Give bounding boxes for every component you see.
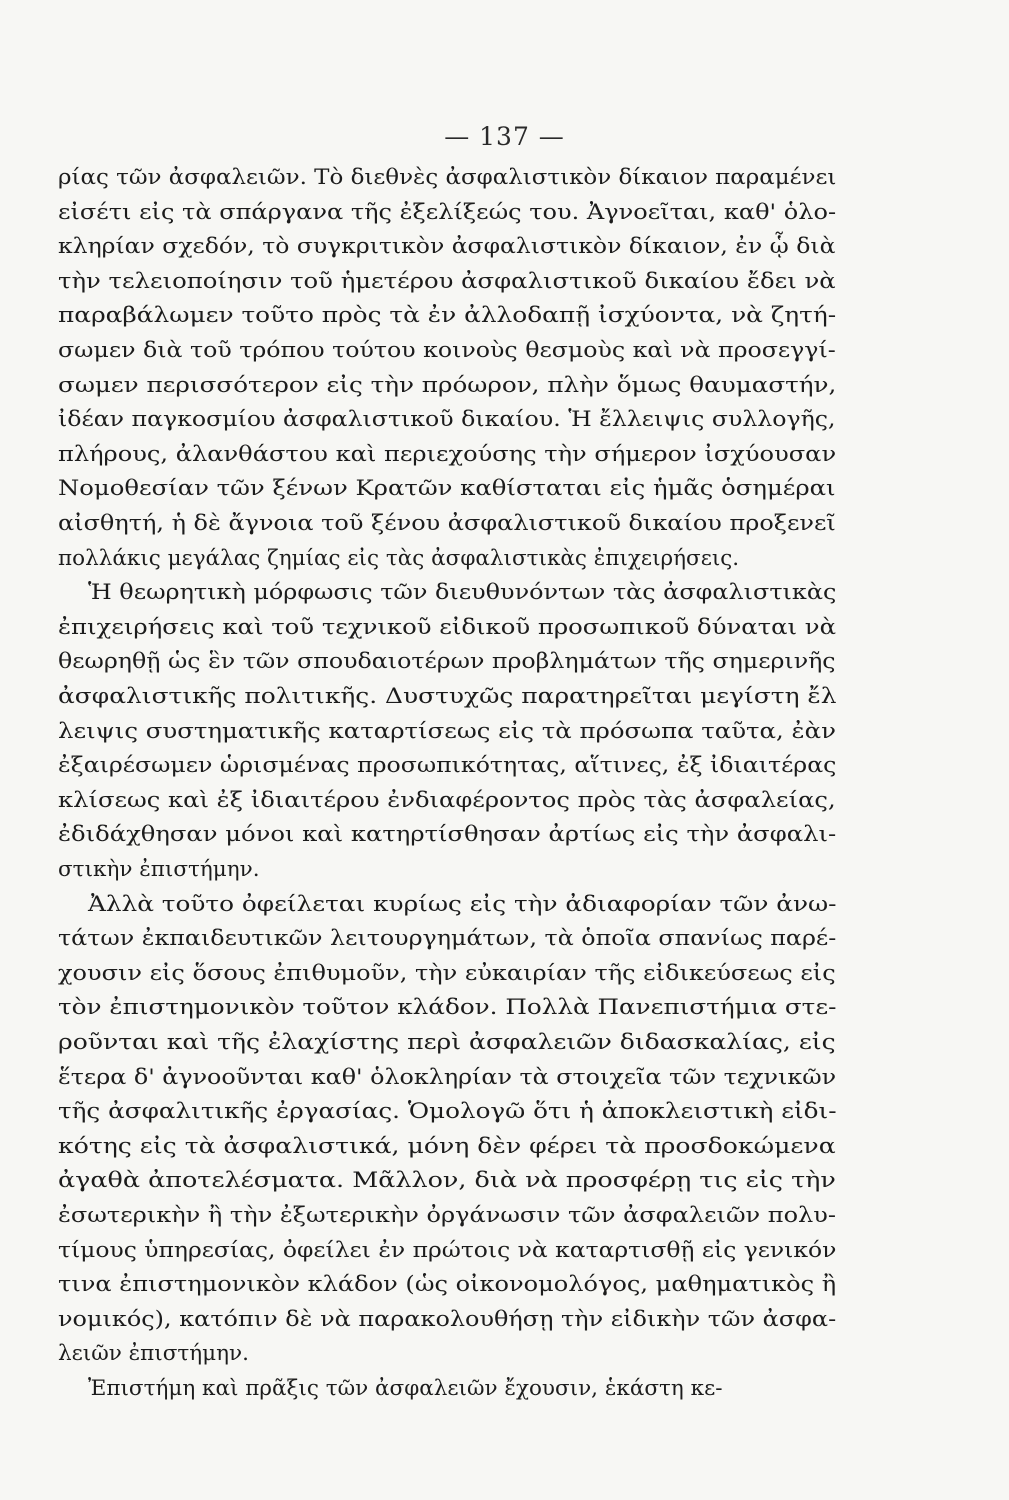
text-line: ἐσωτερικὴν ἢ τὴν ἐξωτερικὴν ὀργάνωσιν τῶν ἀσφαλειῶν πολυ-	[58, 1203, 837, 1228]
text-line: νομικός), κατόπιν δὲ νὰ παρακολουθήσῃ τὴν εἰδικὴν τῶν ἀσφα-	[58, 1306, 837, 1332]
text-line: τάτων ἐκπαιδευτικῶν λειτουργημάτων, τὰ ὁποῖα σπανίως παρέ-	[58, 926, 837, 952]
text-line: ἐπιχειρήσεις καὶ τοῦ τεχνικοῦ εἰδικοῦ προσωπικοῦ δύναται νὰ	[58, 614, 837, 640]
text-line: κότης εἰς τὰ ἀσφαλιστικά, μόνη δὲν φέρει τὰ προσδοκώμενα	[58, 1133, 836, 1159]
text-line: τίμους ὑπηρεσίας, ὀφείλει ἐν πρώτοις νὰ καταρτισθῇ εἰς γενικόν	[58, 1237, 837, 1263]
text-line: σωμεν διὰ τοῦ τρόπου τούτου κοινοὺς θεσμοὺς καὶ νὰ προσεγγί-	[58, 338, 836, 363]
text-line: ροῦνται καὶ τῆς ἐλαχίστης περὶ ἀσφαλειῶν διδασκαλίας, εἰς	[58, 1030, 836, 1055]
text-line: ἐδιδάχθησαν μόνοι καὶ κατηρτίσθησαν ἀρτίως εἰς τὴν ἀσφαλι-	[58, 822, 837, 848]
text-line: παραβάλωμεν τοῦτο πρὸς τὰ ἐν ἀλλοδαπῇ ἰσχύοντα, νὰ ζητή-	[58, 303, 837, 329]
text-line: χουσιν εἰς ὅσους ἐπιθυμοῦν, τὴν εὐκαιρίαν τῆς εἰδικεύσεως εἰς	[58, 960, 836, 986]
text-line: ἀσφαλιστικῆς πολιτικῆς. Δυστυχῶς παρατηρεῖται μεγίστη ἔλ	[58, 684, 837, 709]
text-line: λειψις συστηματικῆς καταρτίσεως εἰς τὰ πρόσωπα ταῦτα, ἐὰν	[58, 718, 836, 744]
text-line: τὴν τελειοποίησιν τοῦ ἡμετέρου ἀσφαλιστικοῦ δικαίου ἔδει νὰ	[58, 268, 836, 294]
text-line: ἐξαιρέσωμεν ὡρισμένας προσωπικότητας, αἵτινες, ἐξ ἰδιαιτέρας	[58, 753, 837, 779]
text-line: τῆς ἀσφαλιτικῆς ἐργασίας. Ὁμολογῶ ὅτι ἡ ἀποκλειστικὴ εἰδι-	[58, 1099, 837, 1125]
text-line: ἰδέαν παγκοσμίου ἀσφαλιστικοῦ δικαίου. Ἡ ἔλλειψις συλλογῆς,	[58, 407, 836, 433]
text-line: Νομοθεσίαν τῶν ξένων Κρατῶν καθίσταται εἰς ἡμᾶς ὁσημέραι	[58, 476, 836, 502]
text-line: τινα ἐπιστημονικὸν κλάδον (ὡς οἰκονομολόγος, μαθηματικὸς ἢ	[58, 1272, 837, 1298]
text-line: αἰσθητή, ἡ δὲ ἄγνοια τοῦ ξένου ἀσφαλιστικοῦ δικαίου προξενεῖ	[58, 511, 836, 536]
text-line: Ἐπιστήμη καὶ πρᾶξις τῶν ἀσφαλειῶν ἔχουσιν, ἑκάστη κε-	[88, 1376, 723, 1401]
text-line: Ἀλλὰ τοῦτο ὀφείλεται κυρίως εἰς τὴν ἀδιαφορίαν τῶν ἀνω-	[88, 891, 837, 917]
text-line: ἀγαθὰ ἀποτελέσματα. Μᾶλλον, διὰ νὰ προσφέρῃ τις εἰς τὴν	[58, 1168, 836, 1194]
text-line: λειῶν ἐπιστήμην.	[58, 1341, 249, 1367]
text-line: τὸν ἐπιστημονικὸν τοῦτον κλάδον. Πολλὰ Πανεπιστήμια στε-	[58, 995, 837, 1021]
text-line: εἰσέτι εἰς τὰ σπάργανα τῆς ἐξελίξεώς του. Ἀγνοεῖται, καθ' ὁλο-	[58, 199, 837, 225]
text-line: θεωρηθῇ ὡς ἓν τῶν σπουδαιοτέρων προβλημάτων τῆς σημερινῆς	[58, 649, 836, 675]
text-line: στικὴν ἐπιστήμην.	[58, 857, 260, 882]
text-line: ἕτερα δ' ἀγνοοῦνται καθ' ὁλοκληρίαν τὰ στοιχεῖα τῶν τεχνικῶν	[58, 1064, 837, 1090]
text-line: ρίας τῶν ἀσφαλειῶν. Τὸ διεθνὲς ἀσφαλιστικὸν δίκαιον παραμένει	[58, 165, 837, 190]
page-number: — 137 —	[444, 122, 565, 151]
text-line: Ἡ θεωρητικὴ μόρφωσις τῶν διευθυνόντων τὰς ἀσφαλιστικὰς	[88, 580, 837, 606]
text-line: κληρίαν σχεδόν, τὸ συγκριτικὸν ἀσφαλιστικὸν δίκαιον, ἐν ᾧ διὰ	[58, 234, 836, 260]
text-line: κλίσεως καὶ ἐξ ἰδιαιτέρου ἐνδιαφέροντος πρὸς τὰς ἀσφαλείας,	[58, 787, 836, 813]
text-line: πλήρους, ἀλανθάστου καὶ περιεχούσης τὴν σήμερον ἰσχύουσαν	[58, 441, 837, 467]
text-line: πολλάκις μεγάλας ζημίας εἰς τὰς ἀσφαλιστικὰς ἐπιχειρήσεις.	[58, 545, 740, 571]
text-line: σωμεν περισσότερον εἰς τὴν πρόωρον, πλὴν ὅμως θαυμαστήν,	[58, 372, 837, 398]
